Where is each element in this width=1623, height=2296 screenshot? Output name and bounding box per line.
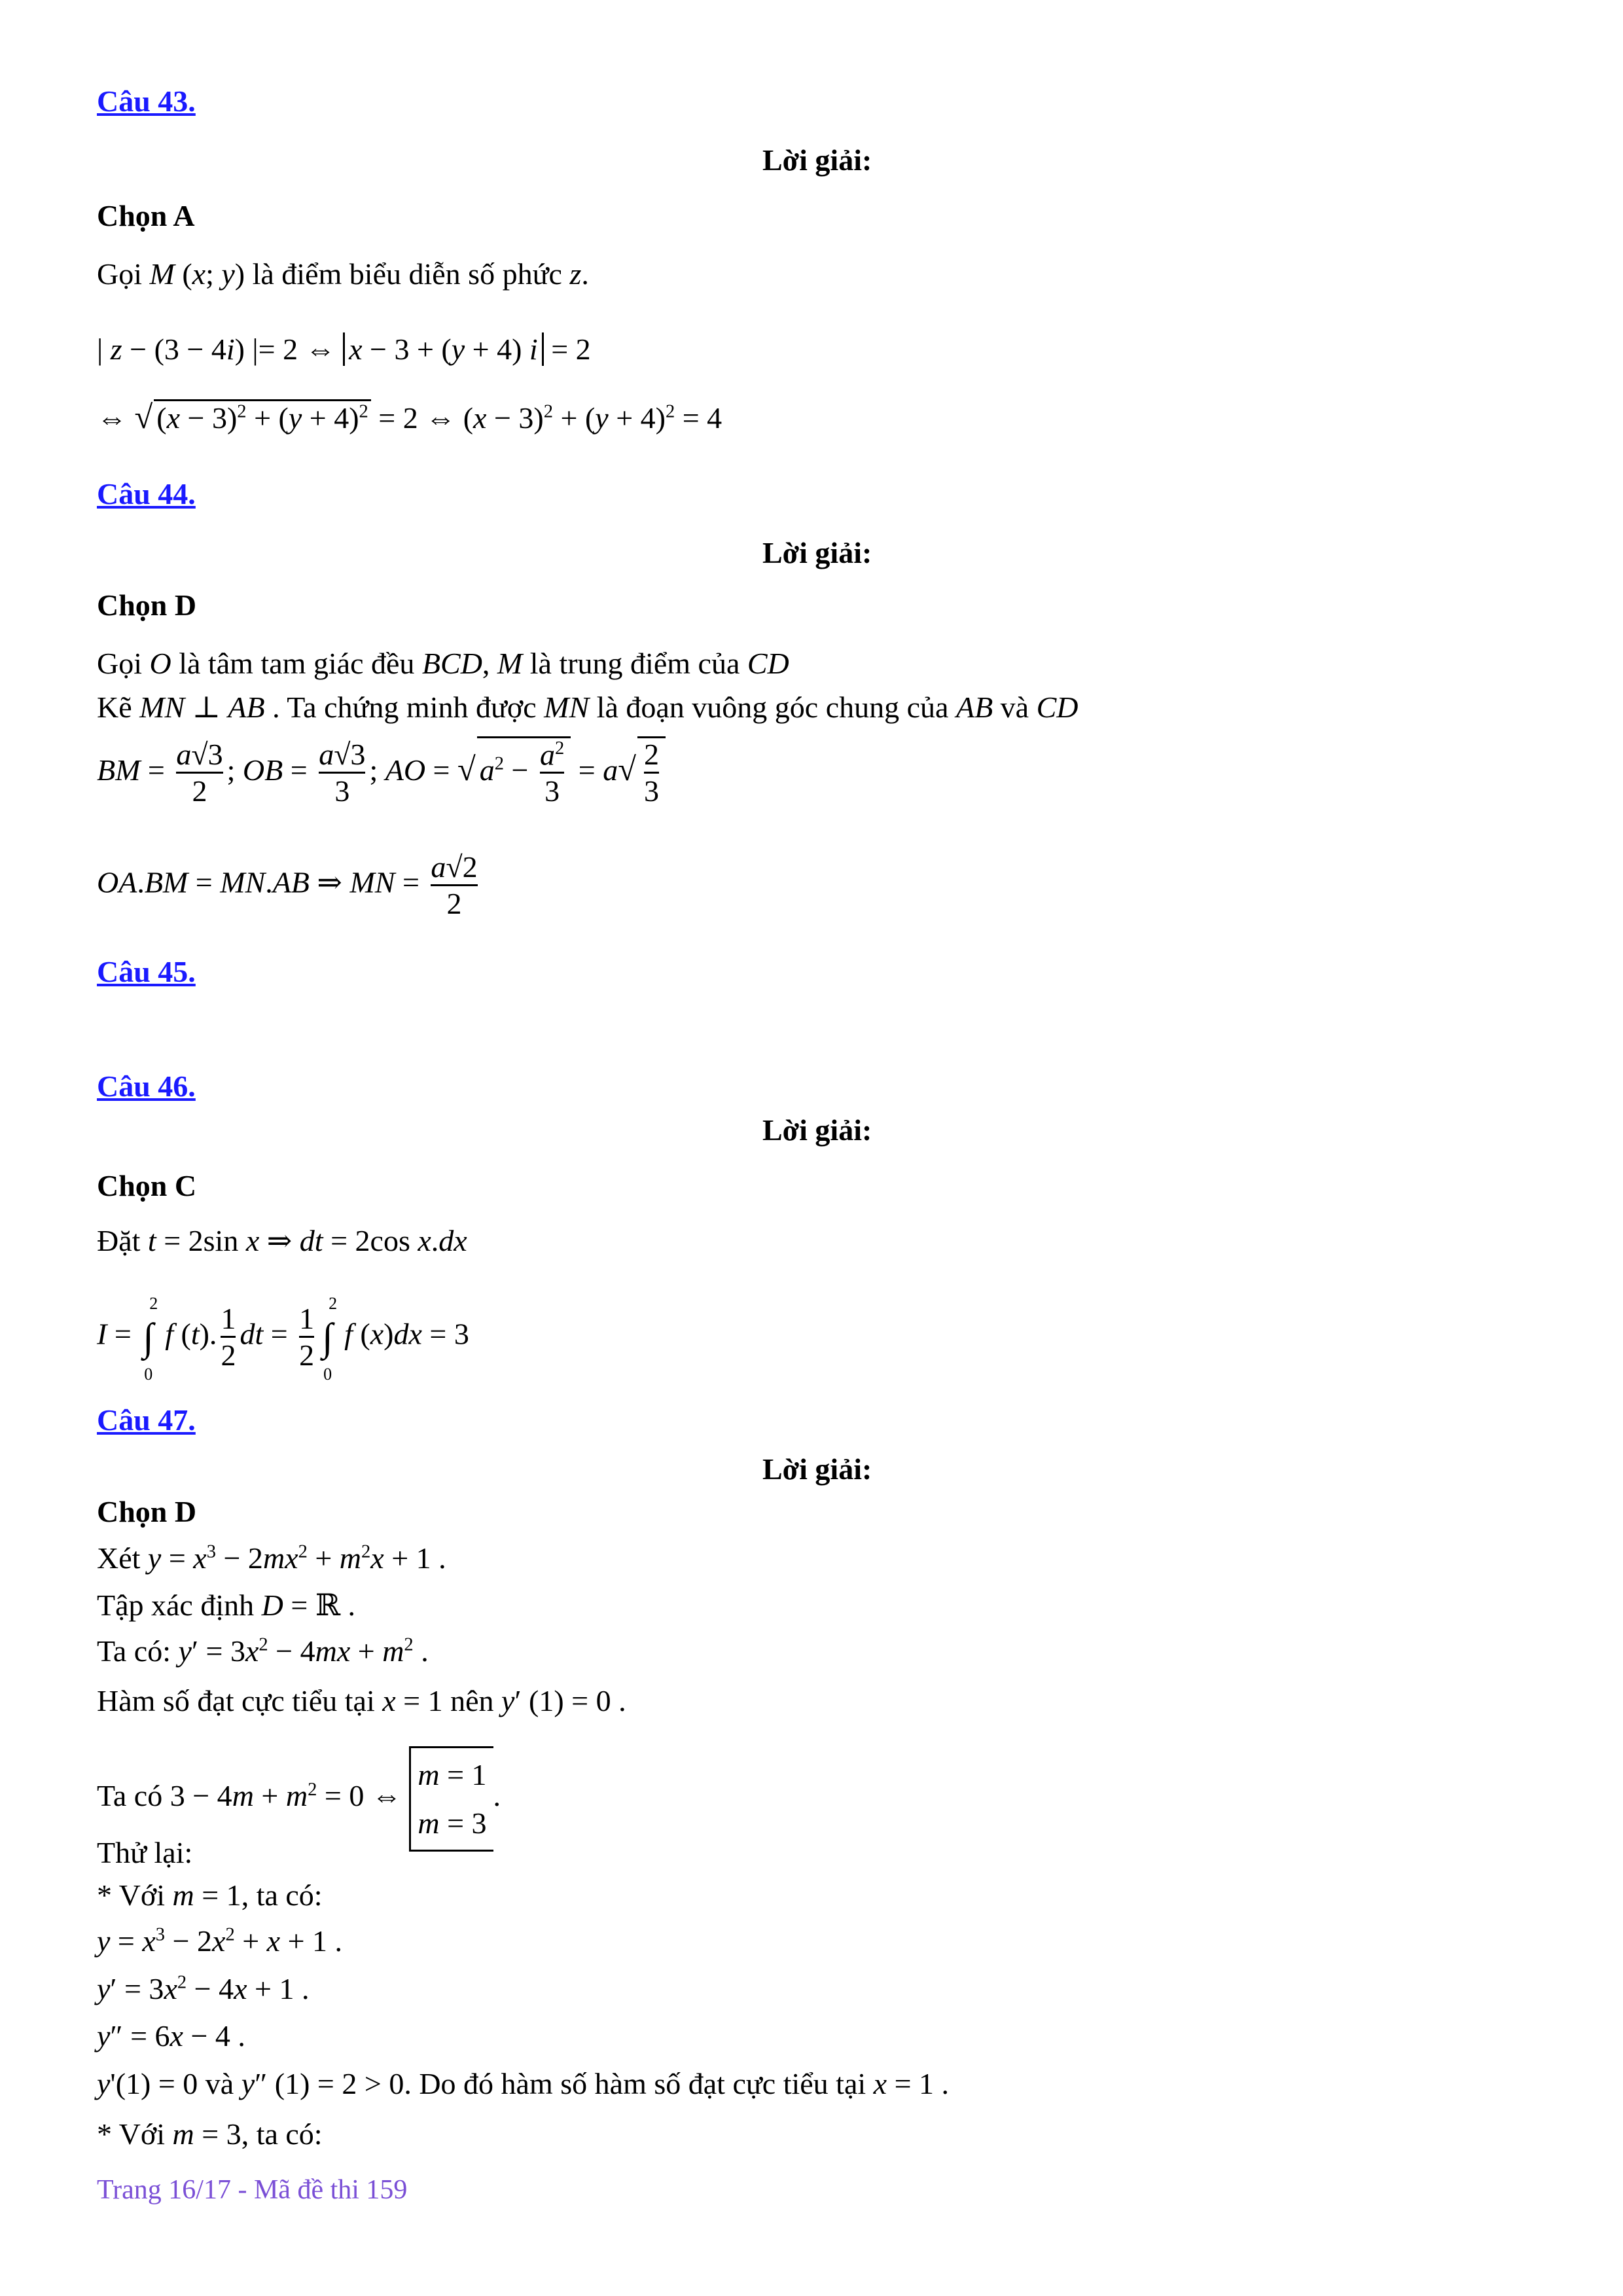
q46-line-1: Đặt t = 2sin x ⇒ dt = 2cos x.dx: [97, 1224, 467, 1257]
q44-line-2: Kẽ MN ⊥ AB . Ta chứng minh được MN là đoạn vuông góc chung của AB và CD: [97, 691, 1079, 724]
solution-heading-44: Lời giải:: [762, 536, 872, 569]
question-45-title[interactable]: Câu 45.: [97, 955, 196, 988]
q43-line-1: Gọi M (x; y) là điểm biểu diễn số phức z.: [97, 257, 589, 291]
solution-heading-47: Lời giải:: [762, 1452, 872, 1486]
q43-eq-1: | z − (3 − 4i) |= 2 ⇔ x − 3 + (y + 4) i = 2: [97, 332, 591, 366]
answer-choice-47: Chọn D: [97, 1495, 197, 1528]
integral-sign: ∫ 2 0: [322, 1294, 338, 1384]
q47-line-3: Ta có: $y' = 3x^2 - 4mx + m^2$ .: [97, 1634, 429, 1668]
q47-line-4: Hàm số đạt cực tiểu tại x = 1 nên y′ (1) = 0 .: [97, 1684, 626, 1717]
solution-bracket: m = 1 m = 3: [409, 1746, 493, 1852]
solution-heading-43: Lời giải:: [762, 143, 872, 177]
q47-line-10: y″ = 6x − 4 .: [97, 2019, 245, 2053]
q43-line-1-post: là điểm biểu diễn số phức: [252, 257, 562, 291]
q43-line-1-pre: Gọi: [97, 257, 142, 291]
q43-eq-2: ⇔ √ $(x - 3)^2 + (y + 4)^2 = 2$ ⇔ $(x - 3)^2 + (y + 4)^2 = 4$: [97, 399, 722, 435]
fraction: $\frac{a√2}{2}$: [431, 850, 478, 920]
q44-eq-2: OA.BM = MN.AB ⇒ MN = $\frac{a√2}{2}$: [97, 850, 478, 920]
fraction: $\frac{a√3}{2}$: [176, 738, 223, 808]
q47-line-5: Ta có $3 - 4m + m^2 = 0$ ⇔ m = 1 m = 3.: [97, 1746, 501, 1852]
q47-line-12: * Với m = 3, ta có:: [97, 2117, 323, 2151]
q44-eq-1: BM = $\frac{a√3}{2}$ ; OB = $\frac{a√3}{3}$ ; AO = √ $a^2$ − $\frac{a^2}{3}$ = a√ $\frac{2}{3}$: [97, 736, 666, 808]
solution-heading-46: Lời giải:: [762, 1113, 872, 1147]
q43-point: M: [149, 257, 175, 291]
answer-choice-46: Chọn C: [97, 1169, 197, 1202]
q47-line-9: $y' = 3x^2 - 4x + 1$ .: [97, 1972, 310, 2005]
q47-line-1: Xét $y = x^3 - 2mx^2 + m^2x + 1$ .: [97, 1541, 446, 1575]
question-44-title[interactable]: Câu 44.: [97, 477, 196, 511]
page-footer: Trang 16/17 - Mã đề thi 159: [97, 2175, 408, 2205]
question-47-title[interactable]: Câu 47.: [97, 1403, 196, 1437]
q47-line-7: * Với m = 1, ta có:: [97, 1878, 323, 1912]
question-43-title[interactable]: Câu 43.: [97, 84, 196, 118]
q44-line-1: Gọi O là tâm tam giác đều BCD, M là trung điểm của CD: [97, 647, 789, 680]
question-46-title[interactable]: Câu 46.: [97, 1069, 196, 1103]
q47-line-6: Thử lại:: [97, 1836, 193, 1869]
integral-sign: ∫ 2 0: [143, 1294, 158, 1384]
answer-choice-44: Chọn D: [97, 588, 197, 622]
q47-line-2: Tập xác định D = ℝ .: [97, 1588, 356, 1622]
q46-eq-1: I = ∫ 2 0 f (t). $\frac{1}{2}$ dt = $\frac{1}{2}$ ∫ 2 0 f (x)dx = 3: [97, 1294, 469, 1384]
q47-line-8: $y = x^3 - 2x^2 + x + 1$ .: [97, 1924, 343, 1958]
fraction: $\frac{a√3}{3}$: [319, 738, 366, 808]
answer-choice-43: Chọn A: [97, 199, 195, 232]
q47-line-11: y'(1) = 0 và y″ (1) = 2 > 0. Do đó hàm số hàm số đạt cực tiểu tại x = 1 .: [97, 2067, 950, 2100]
